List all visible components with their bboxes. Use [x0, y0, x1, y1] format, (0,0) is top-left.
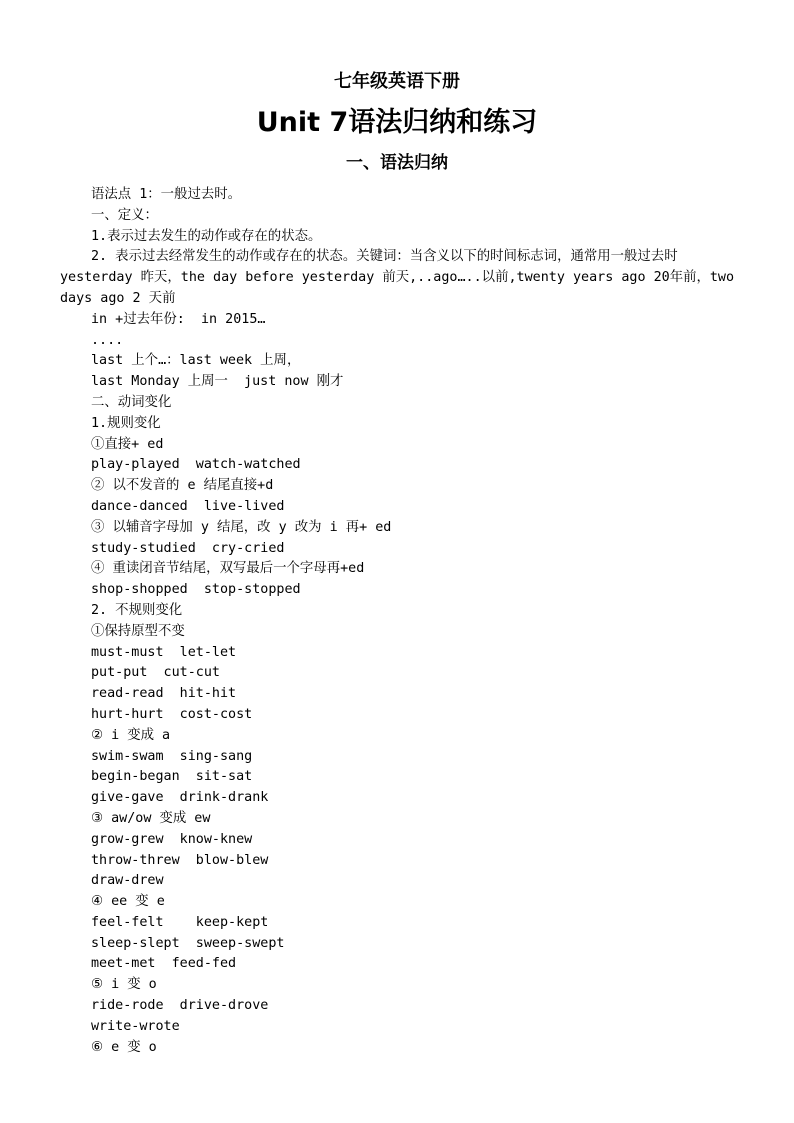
rule-4: ④ 重读闭音节结尾，双写最后一个字母再+ed: [91, 561, 365, 577]
rule-2-examples: dance-danced live-lived: [91, 498, 285, 514]
time-marker-last: last 上个…：last week 上周，: [91, 353, 301, 369]
rule-3: ③ 以辅音字母加 y 结尾，改 y 改为 i 再+ ed: [91, 519, 392, 535]
irregular-rule-3-examples-a: grow-grew know-knew: [91, 831, 253, 847]
irregular-rule-2-examples-b: begin-began sit-sat: [91, 769, 253, 785]
time-marker-year: in +过去年份: in 2015…: [91, 311, 266, 327]
irregular-rule-2-examples-a: swim-swam sing-sang: [91, 748, 253, 764]
ellipsis-line: ....: [91, 332, 124, 348]
irregular-rule-4-examples-b: sleep-slept sweep-swept: [91, 935, 285, 951]
irregular-rule-5-examples-a: ride-rode drive-drove: [91, 998, 269, 1014]
unit-title: Unit 7语法归纳和练习: [256, 107, 538, 138]
irregular-rule-5: ⑤ i 变 o: [91, 977, 157, 993]
grammar-point-title: 语法点 1：一般过去时。: [91, 187, 242, 202]
regular-change-heading: 1.规则变化: [91, 415, 161, 431]
irregular-rule-3-examples-c: draw-drew: [91, 873, 164, 889]
irregular-rule-1-examples-a: must-must let-let: [91, 644, 237, 660]
section-title: 一、语法归纳: [346, 153, 448, 173]
irregular-rule-1-examples-c: read-read hit-hit: [91, 686, 237, 702]
irregular-rule-3: ③ aw/ow 变成 ew: [91, 810, 211, 826]
rule-1-examples: play-played watch-watched: [91, 457, 301, 473]
rule-3-examples: study-studied cry-cried: [91, 540, 285, 556]
irregular-rule-2: ② i 变成 a: [91, 727, 171, 743]
rule-1: ①直接+ ed: [91, 436, 164, 452]
rule-4-examples: shop-shopped stop-stopped: [91, 582, 301, 598]
irregular-rule-1: ①保持原型不变: [91, 623, 185, 639]
definition-heading: 一、定义：: [91, 207, 158, 223]
irregular-rule-2-examples-c: give-gave drink-drank: [91, 790, 269, 806]
definition-item-2: 2. 表示过去经常发生的动作或存在的状态。关键词：当含义以下的时间标志词，通常用一般过去时yesterday 昨天，the day before yesterday 前天,..ago…..以前,twenty years ago 20年前，two days ago 2 天前: [60, 249, 735, 306]
irregular-rule-1-examples-d: hurt-hurt cost-cost: [91, 706, 253, 722]
definition-item-1: 1.表示过去发生的动作或存在的状态。: [91, 228, 322, 244]
irregular-rule-3-examples-b: throw-threw blow-blew: [91, 852, 269, 868]
verb-change-heading: 二、动词变化: [91, 394, 172, 410]
irregular-rule-1-examples-b: put-put cut-cut: [91, 665, 220, 681]
time-marker-last-monday: last Monday 上周一 just now 刚才: [91, 374, 344, 390]
irregular-rule-4-examples-c: meet-met feed-fed: [91, 956, 237, 972]
irregular-rule-4: ④ ee 变 e: [91, 894, 165, 910]
irregular-rule-5-examples-b: write-wrote: [91, 1018, 180, 1034]
irregular-rule-4-examples-a: feel-felt keep-kept: [91, 914, 269, 930]
irregular-change-heading: 2. 不规则变化: [91, 602, 183, 618]
grammar-content: [60, 185, 736, 1058]
irregular-rule-6: ⑥ e 变 o: [91, 1039, 157, 1055]
grade-title: 七年级英语下册: [334, 71, 460, 92]
rule-2: ② 以不发音的 e 结尾直接+d: [91, 478, 274, 494]
